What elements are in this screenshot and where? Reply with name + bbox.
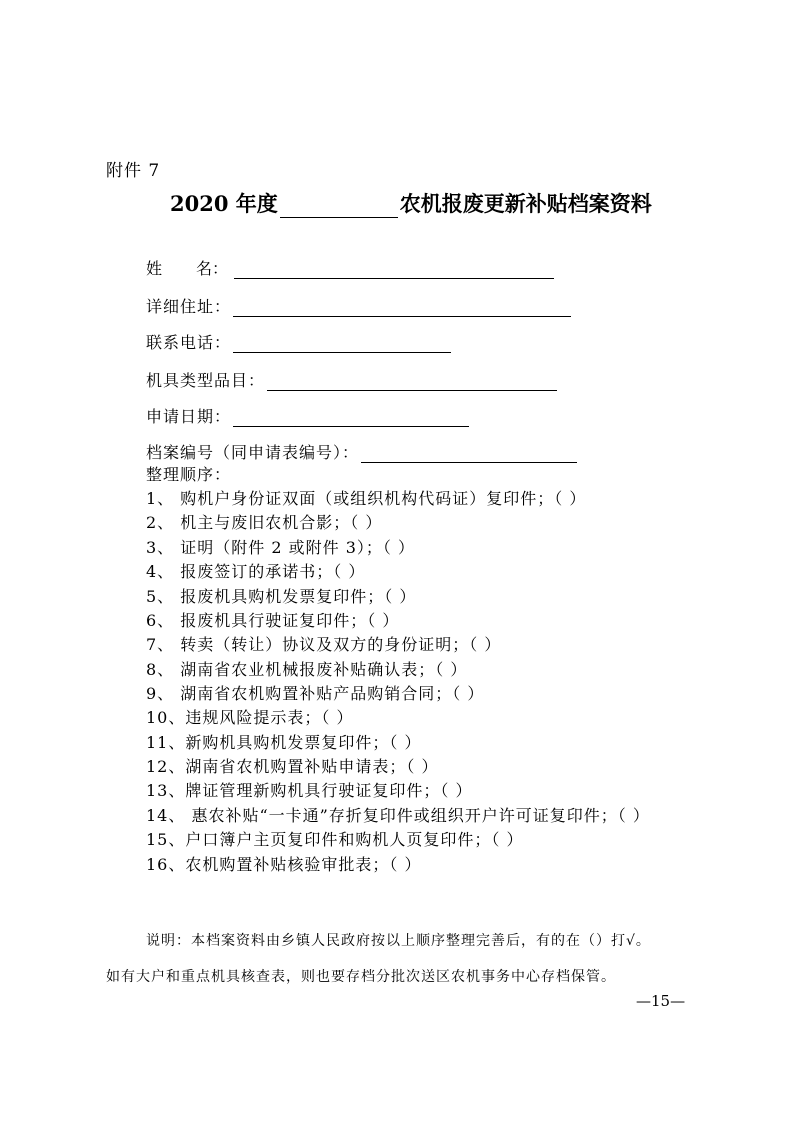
list-item: 8、 湖南省农业机械报废补贴确认表；（ ） [146,660,468,679]
list-item: 16、农机购置补贴核验审批表；（ ） [146,855,422,874]
field-archive-no [146,440,577,463]
title-suffix: 农机报废更新补贴档案资料 [399,191,652,216]
list-item: 12、湖南省农机购置补贴申请表；（ ） [146,757,439,776]
apply-date-label: 申请日期： [146,407,232,426]
order-title: 整理顺序： [146,465,232,484]
attachment-label: 附件 7 [106,161,161,181]
list-item: 11、新购机具购机发票复印件；（ ） [146,733,422,752]
list-item: 3、 证明（附件 2 或附件 3）；（ ） [146,538,415,557]
list-item: 6、 报废机具行驶证复印件；（ ） [146,611,400,630]
archive-no-label: 档案编号（同申请表编号）： [146,443,360,462]
document-title [170,188,652,218]
archive-no-blank-line [361,444,577,463]
note-line-2: 如有大户和重点机具核查表，则也要存档分批次送区农机事务中心存档保管。 [106,969,616,985]
title-blank-line [280,195,398,218]
name-label [146,256,232,279]
apply-date-blank-line [233,408,469,427]
list-item: 9、 湖南省农机购置补贴产品购销合同；（ ） [146,684,485,703]
field-phone [146,330,451,353]
field-apply-date [146,404,469,427]
title-prefix: 2020 年度 [170,191,278,216]
list-item: 1、 购机户身份证双面（或组织机构代码证）复印件；（ ） [146,489,587,508]
machine-type-label: 机具类型品目： [146,371,266,390]
list-item: 10、违规风险提示表；（ ） [146,708,354,727]
list-item: 5、 报废机具购机发票复印件；（ ） [146,587,417,606]
list-item: 2、 机主与废旧农机合影；（ ） [146,513,383,532]
field-address [146,294,571,317]
phone-blank-line [233,334,451,353]
list-item: 15、户口簿户主页复印件和购机人页复印件；（ ） [146,830,524,849]
field-machine-type [146,368,557,391]
phone-label: 联系电话： [146,333,232,352]
list-item: 4、 报废签订的承诺书；（ ） [146,562,366,581]
address-label: 详细住址： [146,297,232,316]
address-blank-line [233,298,571,317]
list-item: 14、 惠农补贴“一卡通”存折复印件或组织开户许可证复印件；（ ） [146,806,650,825]
page-number: —15— [636,992,686,1010]
name-label-char2: 名： [196,259,229,278]
name-blank-line [234,260,554,279]
list-item: 13、牌证管理新购机具行驶证复印件；（ ） [146,781,473,800]
name-label-char1: 姓 [146,259,163,278]
note-line-1: 说明：本档案资料由乡镇人民政府按以上顺序整理完善后，有的在（）打√。 [146,933,651,949]
machine-type-blank-line [267,372,557,391]
field-name [146,256,554,279]
list-item: 7、 转卖（转让）协议及双方的身份证明；（ ） [146,635,502,654]
